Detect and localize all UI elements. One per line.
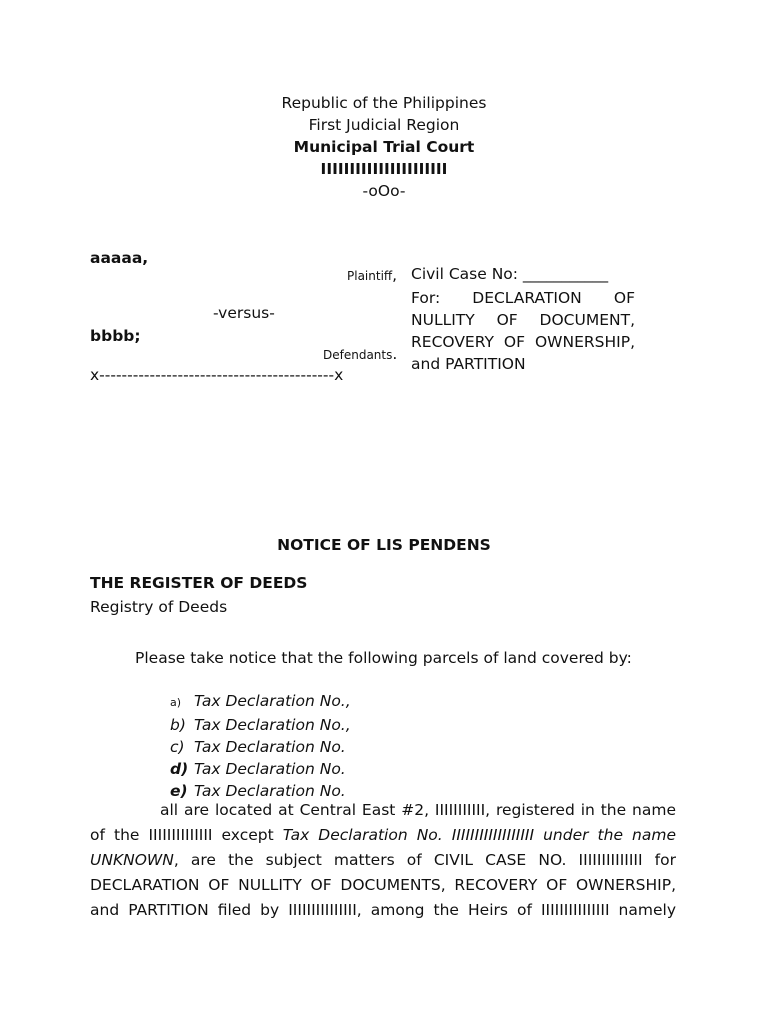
list-item bbox=[170, 690, 351, 714]
list-item-text: Tax Declaration No. bbox=[194, 782, 346, 800]
notice-title: NOTICE OF LIS PENDENS bbox=[277, 536, 491, 554]
case-nature-line1: For: DECLARATION OF bbox=[411, 289, 635, 307]
case-nature-line3: RECOVERY OF OWNERSHIP, bbox=[411, 333, 635, 351]
notice-intro: Please take notice that the following parcels of land covered by: bbox=[135, 649, 632, 667]
plaintiff-name: aaaaa, bbox=[90, 249, 149, 267]
list-item-text: Tax Declaration No. bbox=[194, 760, 346, 778]
header-location: IIIIIIIIIIIIIIIIIIIIII bbox=[320, 160, 448, 178]
defendant-period: . bbox=[392, 345, 398, 363]
list-item bbox=[170, 758, 351, 780]
defendant-name: bbbb; bbox=[90, 327, 141, 345]
list-item bbox=[170, 714, 351, 736]
body-paragraph bbox=[90, 798, 676, 923]
case-nature-line4: and PARTITION bbox=[411, 355, 526, 373]
list-item bbox=[170, 736, 351, 758]
body-text-italic: Tax Declaration No. IIIIIIIIIIIIIIIIII under the name UNKNOWN bbox=[90, 826, 676, 869]
list-item-text: Tax Declaration No., bbox=[194, 692, 351, 710]
plaintiff-comma: , bbox=[392, 266, 398, 284]
case-nature bbox=[411, 287, 635, 375]
plaintiff-label: Plaintiff bbox=[347, 269, 393, 283]
list-marker: a) bbox=[170, 696, 182, 709]
caption-separator: x------------------------------------------x bbox=[90, 366, 344, 384]
body-text-part1: all are located at Central East #2, IIIIIIIIIII, registered in the name of the IIIIIIIIIIIIII except bbox=[90, 801, 676, 844]
list-marker: d) bbox=[170, 760, 189, 778]
header-region: First Judicial Region bbox=[308, 116, 460, 134]
body-text-part3: , are the subject matters of CIVIL CASE NO. IIIIIIIIIIIIII for DECLARATION OF NULLITY OF DOCUMENTS, RECOVERY OF OWNERSHIP, and PARTITION filed by IIIIIIIIIIIIIII, among the Heirs of IIIIIIIIIIIIIII namely bbox=[90, 851, 676, 919]
defendant-designation bbox=[323, 345, 397, 363]
civil-case-number: Civil Case No: ___________ bbox=[411, 265, 609, 283]
case-nature-line2: NULLITY OF DOCUMENT, bbox=[411, 311, 635, 329]
header-court: Municipal Trial Court bbox=[293, 138, 475, 156]
addressee: THE REGISTER OF DEEDS bbox=[90, 574, 308, 592]
versus-label: -versus- bbox=[213, 304, 275, 322]
list-item-text: Tax Declaration No., bbox=[194, 716, 351, 734]
list-item-text: Tax Declaration No. bbox=[194, 738, 346, 756]
header-ooo: -oOo- bbox=[362, 182, 406, 200]
list-marker: b) bbox=[170, 716, 186, 734]
addressee-sub: Registry of Deeds bbox=[90, 598, 228, 616]
tax-declaration-list bbox=[170, 690, 351, 802]
list-marker: c) bbox=[170, 738, 185, 756]
list-marker: e) bbox=[170, 782, 188, 800]
defendant-label: Defendants bbox=[323, 348, 393, 362]
header-republic: Republic of the Philippines bbox=[281, 94, 487, 112]
plaintiff-designation bbox=[347, 266, 397, 284]
